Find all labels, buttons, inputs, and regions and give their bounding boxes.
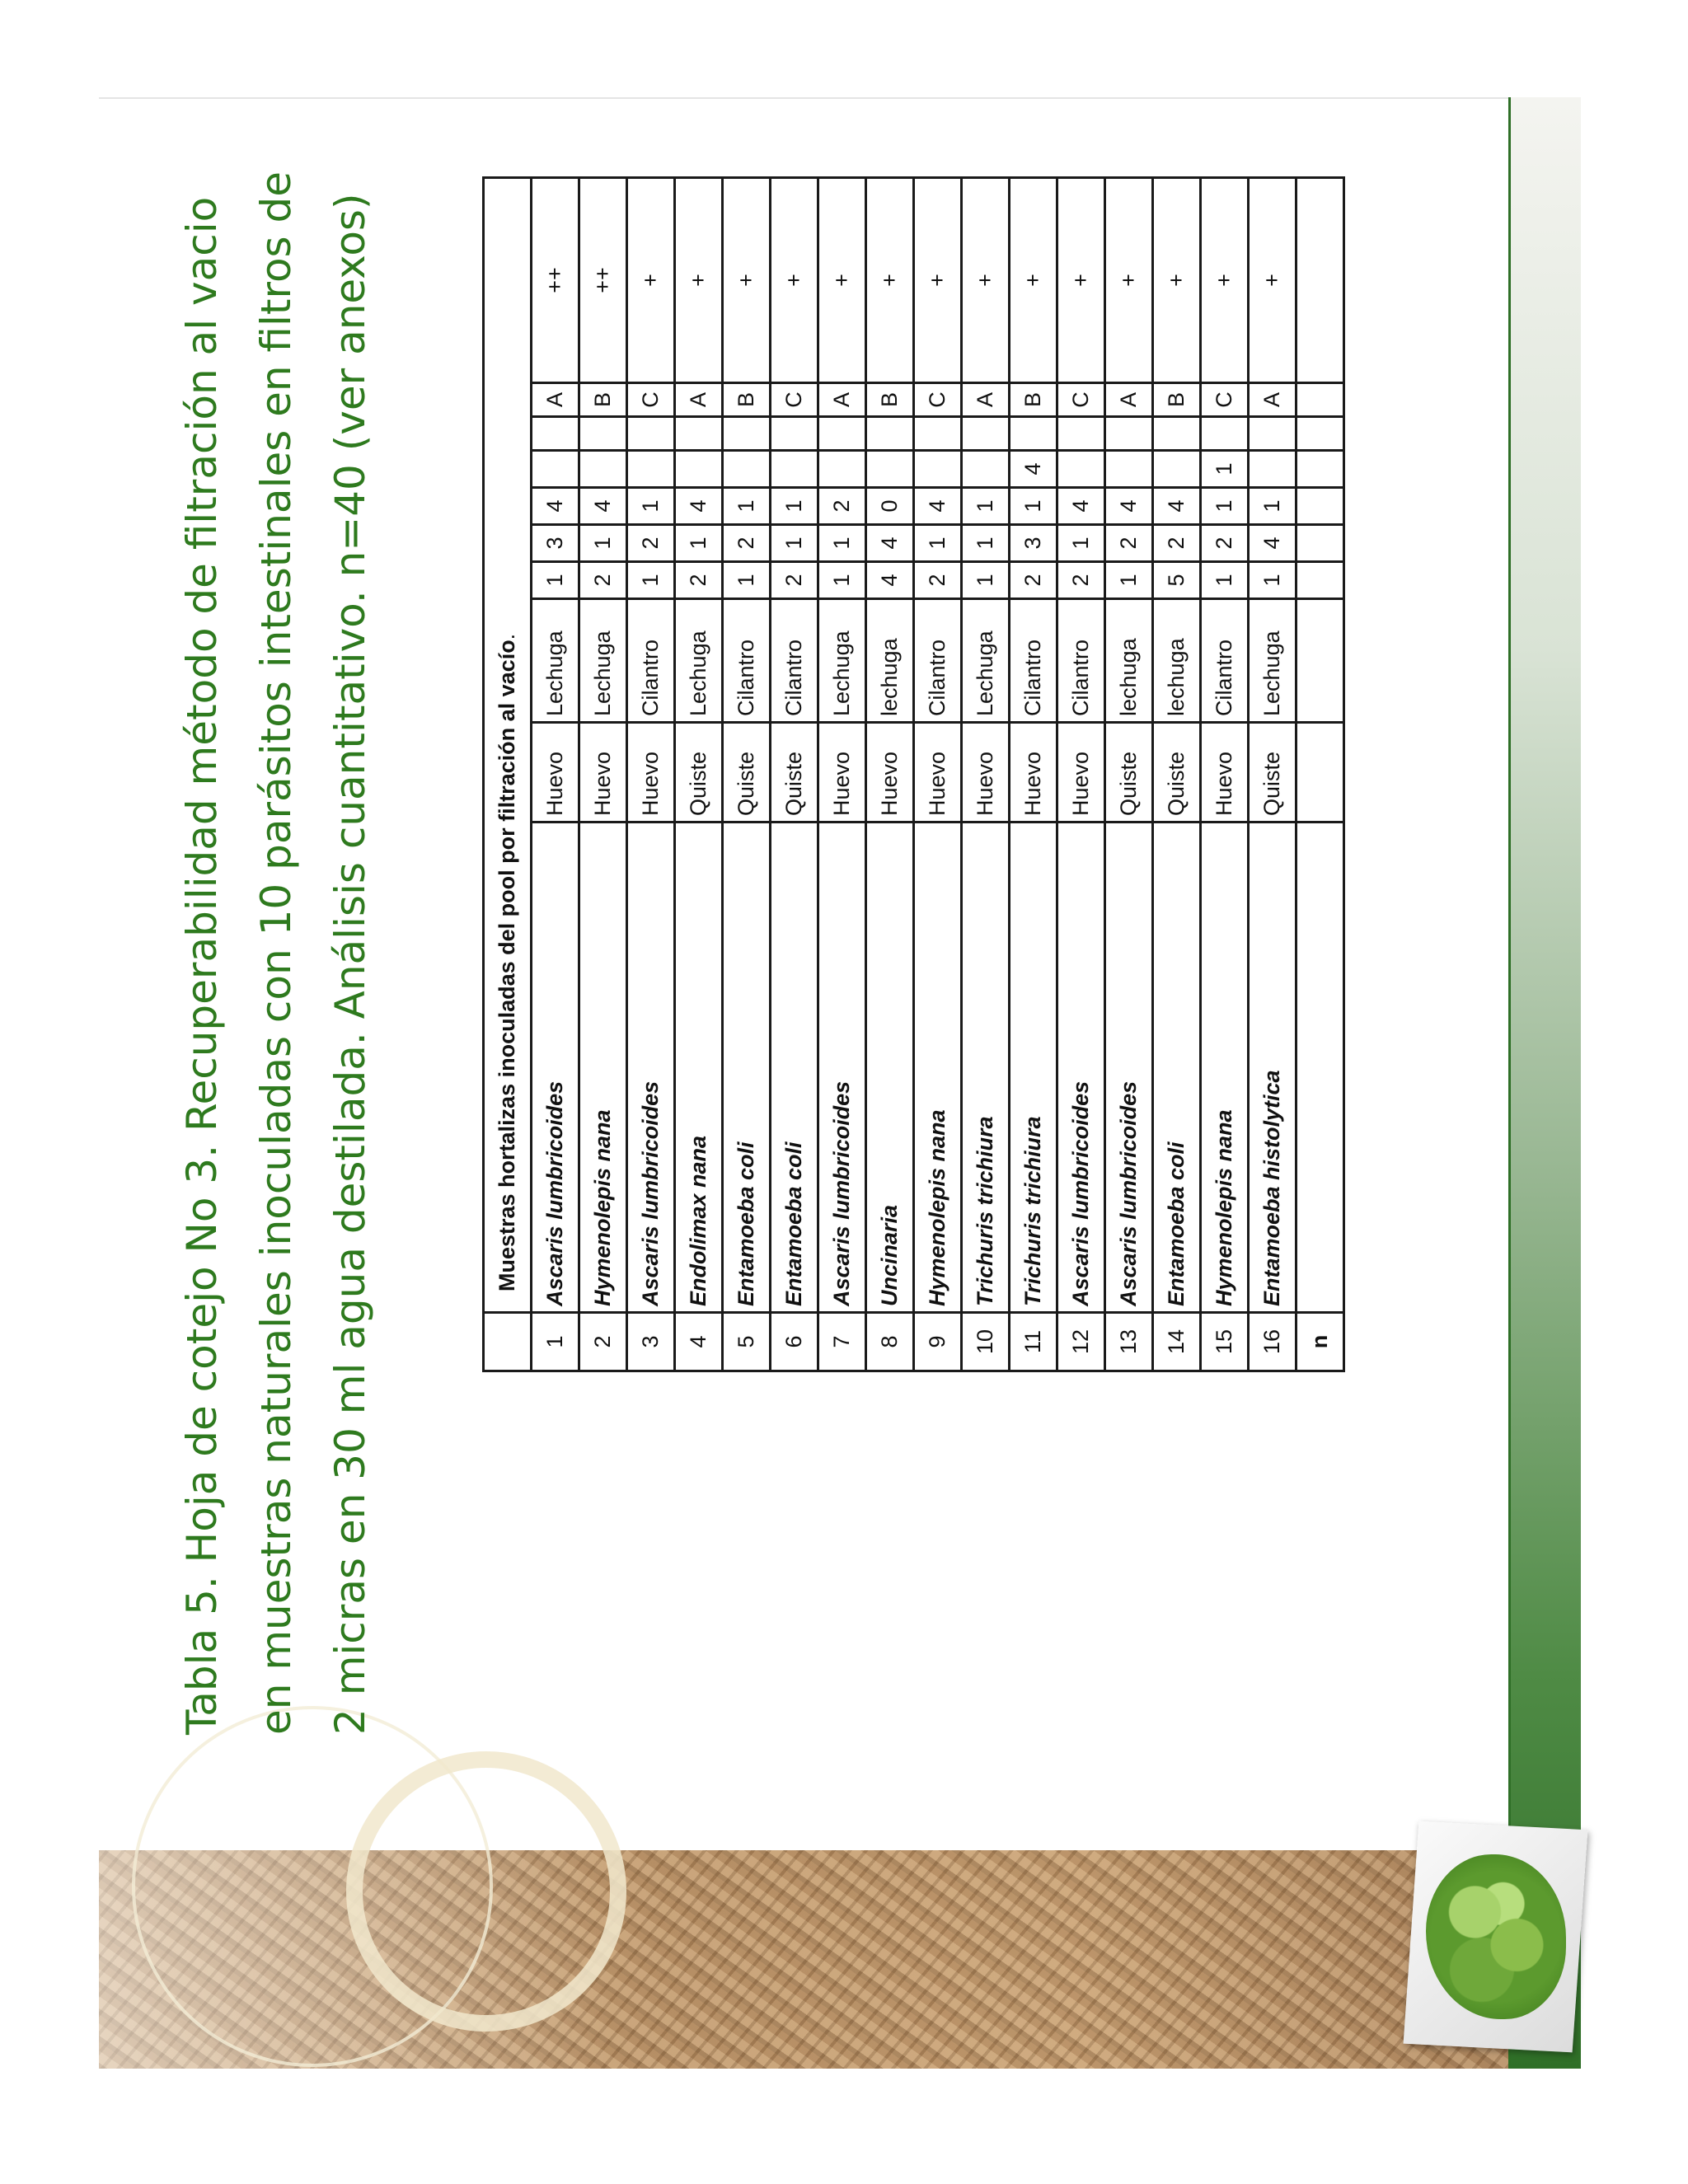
table-row: [818, 178, 866, 1371]
table-row: [579, 178, 627, 1371]
footer-empty-cell: [1296, 178, 1344, 383]
footer-empty-cell: [1296, 599, 1344, 723]
footer-empty-cell: [1296, 525, 1344, 562]
count-1-cell: 2: [675, 562, 723, 599]
footer-empty-cell: [1296, 488, 1344, 525]
count-2-cell: 2: [1201, 525, 1249, 562]
vegetable-cell: Lechuga: [579, 599, 627, 723]
results-table: [482, 176, 1345, 1372]
row-number-cell: 1: [532, 1313, 579, 1371]
footer-empty-cell: [1296, 451, 1344, 488]
vegetable-cell: Lechuga: [1249, 599, 1296, 723]
empty-cell-cell: [675, 417, 723, 451]
vegetable-cell: Cilantro: [723, 599, 771, 723]
table-row: [1201, 178, 1249, 1371]
result-cell: +: [1010, 178, 1057, 383]
row-number-cell: 14: [1153, 1313, 1201, 1371]
vegetable-cell: Lechuga: [818, 599, 866, 723]
count-1-cell: 1: [1249, 562, 1296, 599]
count-3-cell: 4: [1153, 488, 1201, 525]
stage-cell: Huevo: [1057, 723, 1105, 823]
count-4-cell: [1249, 451, 1296, 488]
row-number-cell: 4: [675, 1313, 723, 1371]
parasite-name-cell: Entamoeba coli: [723, 823, 771, 1313]
result-cell: +: [771, 178, 818, 383]
footer-empty-cell: [1296, 562, 1344, 599]
table-row: [914, 178, 962, 1371]
stage-cell: Huevo: [1010, 723, 1057, 823]
table-row: [723, 178, 771, 1371]
footer-empty-cell: [1296, 417, 1344, 451]
empty-cell-cell: [962, 417, 1010, 451]
result-cell: ++: [532, 178, 579, 383]
parasite-name-cell: Entamoeba histolytica: [1249, 823, 1296, 1313]
count-2-cell: 1: [818, 525, 866, 562]
empty-cell-cell: [1010, 417, 1057, 451]
count-2-cell: 2: [1105, 525, 1153, 562]
result-cell: +: [1105, 178, 1153, 383]
stage-cell: Huevo: [962, 723, 1010, 823]
pool-label-cell: C: [771, 383, 818, 417]
count-1-cell: 1: [818, 562, 866, 599]
parasite-name-cell: Ascaris lumbricoides: [818, 823, 866, 1313]
stage-cell: Huevo: [627, 723, 675, 823]
footer-empty-cell: [1296, 723, 1344, 823]
count-2-cell: 3: [532, 525, 579, 562]
count-2-cell: 4: [866, 525, 914, 562]
count-2-cell: 1: [675, 525, 723, 562]
count-2-cell: 1: [579, 525, 627, 562]
count-2-cell: 3: [1010, 525, 1057, 562]
count-1-cell: 1: [962, 562, 1010, 599]
empty-cell-cell: [818, 417, 866, 451]
count-3-cell: 4: [579, 488, 627, 525]
count-3-cell: 2: [818, 488, 866, 525]
parasite-name-cell: Trichuris trichiura: [1010, 823, 1057, 1313]
stage-cell: Quiste: [1249, 723, 1296, 823]
count-3-cell: 4: [675, 488, 723, 525]
count-1-cell: 1: [532, 562, 579, 599]
table-row: [627, 178, 675, 1371]
table-header-text: Muestras hortalizas inoculadas del pool por filtración al vacío: [495, 640, 519, 1291]
vegetable-cell: Lechuga: [532, 599, 579, 723]
pool-label-cell: B: [579, 383, 627, 417]
count-1-cell: 2: [1057, 562, 1105, 599]
table-row: [1105, 178, 1153, 1371]
count-4-cell: [1057, 451, 1105, 488]
count-4-cell: [1153, 451, 1201, 488]
pool-label-cell: A: [532, 383, 579, 417]
row-number-cell: 15: [1201, 1313, 1249, 1371]
pool-label-cell: A: [675, 383, 723, 417]
row-number-cell: 6: [771, 1313, 818, 1371]
table-row: [532, 178, 579, 1371]
empty-cell-cell: [1249, 417, 1296, 451]
count-4-cell: [771, 451, 818, 488]
result-cell: +: [1153, 178, 1201, 383]
result-cell: +: [914, 178, 962, 383]
count-4-cell: [723, 451, 771, 488]
result-cell: +: [723, 178, 771, 383]
vegetable-cell: Lechuga: [962, 599, 1010, 723]
count-3-cell: 1: [627, 488, 675, 525]
count-1-cell: 1: [723, 562, 771, 599]
table-row: [962, 178, 1010, 1371]
count-3-cell: 0: [866, 488, 914, 525]
count-4-cell: [818, 451, 866, 488]
pool-label-cell: A: [1249, 383, 1296, 417]
count-1-cell: 1: [1201, 562, 1249, 599]
count-3-cell: 4: [1057, 488, 1105, 525]
result-cell: +: [1201, 178, 1249, 383]
count-1-cell: 4: [866, 562, 914, 599]
count-3-cell: 1: [771, 488, 818, 525]
row-number-cell: 13: [1105, 1313, 1153, 1371]
row-number-cell: 2: [579, 1313, 627, 1371]
count-2-cell: 2: [723, 525, 771, 562]
count-4-cell: [1105, 451, 1153, 488]
pool-label-cell: C: [1057, 383, 1105, 417]
row-number-cell: 10: [962, 1313, 1010, 1371]
count-2-cell: 1: [962, 525, 1010, 562]
result-cell: +: [866, 178, 914, 383]
count-3-cell: 4: [1105, 488, 1153, 525]
count-1-cell: 2: [1010, 562, 1057, 599]
footer-empty-cell: [1296, 383, 1344, 417]
parasite-name-cell: Ascaris lumbricoides: [1057, 823, 1105, 1313]
count-3-cell: 1: [1010, 488, 1057, 525]
result-cell: +: [1057, 178, 1105, 383]
stage-cell: Huevo: [532, 723, 579, 823]
count-2-cell: 1: [914, 525, 962, 562]
count-1-cell: 1: [1105, 562, 1153, 599]
pool-label-cell: B: [1010, 383, 1057, 417]
stage-cell: Quiste: [1105, 723, 1153, 823]
count-4-cell: [579, 451, 627, 488]
count-1-cell: 2: [914, 562, 962, 599]
row-number-cell: 7: [818, 1313, 866, 1371]
count-3-cell: 4: [532, 488, 579, 525]
count-3-cell: 1: [723, 488, 771, 525]
pool-label-cell: B: [866, 383, 914, 417]
empty-cell-cell: [771, 417, 818, 451]
pool-label-cell: B: [1153, 383, 1201, 417]
stage-cell: Huevo: [1201, 723, 1249, 823]
row-number-cell: 12: [1057, 1313, 1105, 1371]
stage-cell: Quiste: [723, 723, 771, 823]
stage-cell: Quiste: [675, 723, 723, 823]
count-1-cell: 5: [1153, 562, 1201, 599]
row-number-cell: 8: [866, 1313, 914, 1371]
empty-cell-cell: [1153, 417, 1201, 451]
count-2-cell: 1: [771, 525, 818, 562]
result-cell: +: [1249, 178, 1296, 383]
table-row: [1153, 178, 1201, 1371]
count-4-cell: [627, 451, 675, 488]
parasite-name-cell: Trichuris trichiura: [962, 823, 1010, 1313]
vegetable-cell: lechuga: [866, 599, 914, 723]
parasite-name-cell: Entamoeba coli: [1153, 823, 1201, 1313]
vegetable-cell: lechuga: [1153, 599, 1201, 723]
pool-label-cell: C: [914, 383, 962, 417]
row-number-cell: 5: [723, 1313, 771, 1371]
count-4-cell: [675, 451, 723, 488]
results-table-wrapper: [482, 176, 1345, 1372]
count-4-cell: [914, 451, 962, 488]
result-cell: +: [962, 178, 1010, 383]
pool-label-cell: A: [818, 383, 866, 417]
empty-cell-cell: [866, 417, 914, 451]
table-header-suffix: .: [495, 633, 519, 640]
pool-label-cell: A: [1105, 383, 1153, 417]
vegetable-cell: lechuga: [1105, 599, 1153, 723]
empty-cell-cell: [723, 417, 771, 451]
empty-cell-cell: [579, 417, 627, 451]
count-2-cell: 2: [1153, 525, 1201, 562]
table-footer-row: [1296, 178, 1344, 1371]
empty-cell-cell: [627, 417, 675, 451]
vegetable-cell: Cilantro: [1057, 599, 1105, 723]
vegetable-cell: Cilantro: [627, 599, 675, 723]
parasite-name-cell: Uncinaria: [866, 823, 914, 1313]
table-row: [866, 178, 914, 1371]
stage-cell: Huevo: [914, 723, 962, 823]
stage-cell: Quiste: [1153, 723, 1201, 823]
count-4-cell: [962, 451, 1010, 488]
result-cell: +: [627, 178, 675, 383]
parasite-name-cell: Ascaris lumbricoides: [627, 823, 675, 1313]
footer-n-label: n: [1296, 1313, 1344, 1371]
vegetable-cell: Lechuga: [675, 599, 723, 723]
empty-cell-cell: [532, 417, 579, 451]
pool-label-cell: B: [723, 383, 771, 417]
count-3-cell: 1: [962, 488, 1010, 525]
count-3-cell: 1: [1201, 488, 1249, 525]
table-header-row: [484, 178, 532, 1371]
empty-cell-cell: [1057, 417, 1105, 451]
parasite-name-cell: Hymenolepis nana: [579, 823, 627, 1313]
stage-cell: Huevo: [818, 723, 866, 823]
row-number-cell: 9: [914, 1313, 962, 1371]
parasite-name-cell: Endolimax nana: [675, 823, 723, 1313]
count-4-cell: [866, 451, 914, 488]
count-1-cell: 2: [579, 562, 627, 599]
row-number-cell: 3: [627, 1313, 675, 1371]
parasite-name-cell: Hymenolepis nana: [914, 823, 962, 1313]
count-3-cell: 1: [1249, 488, 1296, 525]
result-cell: ++: [579, 178, 627, 383]
count-3-cell: 4: [914, 488, 962, 525]
count-4-cell: 4: [1010, 451, 1057, 488]
table-header: [484, 178, 532, 1313]
count-4-cell: 1: [1201, 451, 1249, 488]
stage-cell: Quiste: [771, 723, 818, 823]
pool-label-cell: C: [627, 383, 675, 417]
row-number-cell: 16: [1249, 1313, 1296, 1371]
table-row: [771, 178, 818, 1371]
table-row: [1010, 178, 1057, 1371]
count-1-cell: 2: [771, 562, 818, 599]
count-4-cell: [532, 451, 579, 488]
parasite-name-cell: Ascaris lumbricoides: [1105, 823, 1153, 1313]
slide-title: Tabla 5. Hoja de cotejo No 3. Recuperabilidad método de filtración al vacio en muestras naturales inoculadas con 10 parásitos intestinales en filtros de 2 micras en 30 ml agua destilada. Análisis cuantitativo. n=40 (ver anexos): [178, 171, 374, 1735]
header-blank-cell: [484, 1313, 532, 1371]
pool-label-cell: C: [1201, 383, 1249, 417]
stage-cell: Huevo: [866, 723, 914, 823]
result-cell: +: [818, 178, 866, 383]
table-row: [1057, 178, 1105, 1371]
vegetable-cell: Cilantro: [771, 599, 818, 723]
vegetable-cell: Cilantro: [1010, 599, 1057, 723]
parasite-name-cell: Ascaris lumbricoides: [532, 823, 579, 1313]
count-2-cell: 2: [627, 525, 675, 562]
vegetable-cell: Cilantro: [1201, 599, 1249, 723]
empty-cell-cell: [1201, 417, 1249, 451]
row-number-cell: 11: [1010, 1313, 1057, 1371]
stage-cell: Huevo: [579, 723, 627, 823]
count-2-cell: 4: [1249, 525, 1296, 562]
empty-cell-cell: [1105, 417, 1153, 451]
result-cell: +: [675, 178, 723, 383]
empty-cell-cell: [914, 417, 962, 451]
footer-empty-cell: [1296, 823, 1344, 1313]
count-1-cell: 1: [627, 562, 675, 599]
count-2-cell: 1: [1057, 525, 1105, 562]
table-row: [1249, 178, 1296, 1371]
pool-label-cell: A: [962, 383, 1010, 417]
parasite-name-cell: Hymenolepis nana: [1201, 823, 1249, 1313]
table-row: [675, 178, 723, 1371]
parasite-name-cell: Entamoeba coli: [771, 823, 818, 1313]
vegetable-cell: Cilantro: [914, 599, 962, 723]
